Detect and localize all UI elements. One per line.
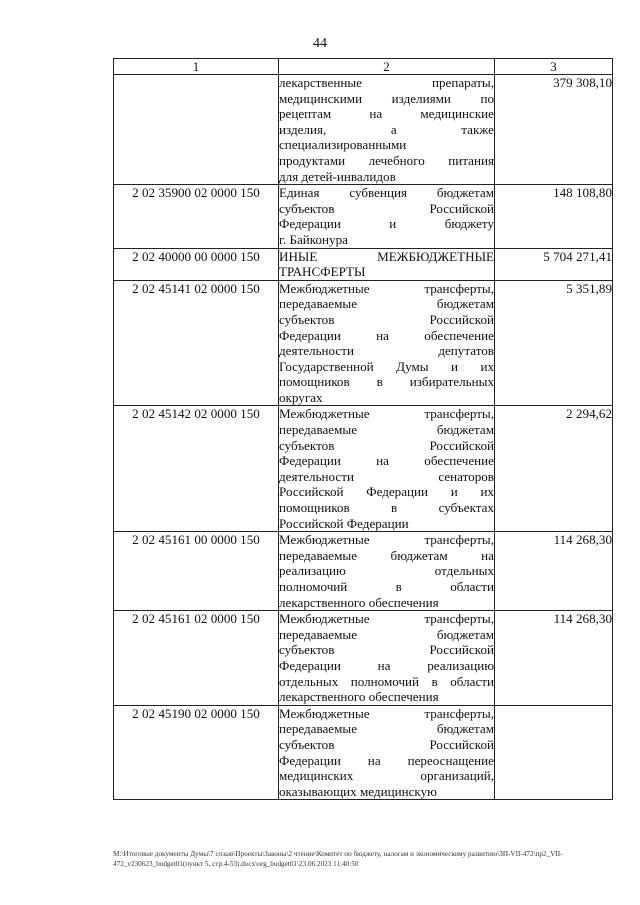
footer-line-1: M:\Итоговые документы Думы\7 созыв\Проекты\Законы\2 чтение\Комитет по бюджету, налогам и экономическому развитию\ЗП-VII-472\пр2_VII- <box>113 850 563 858</box>
description-line: деятельности депутатов <box>279 343 494 359</box>
amount-cell: 114 268,30 <box>495 611 613 706</box>
description-line: специализированными <box>279 137 407 153</box>
description-cell <box>279 532 495 611</box>
description-line: Межбюджетные трансферты, <box>279 406 494 422</box>
description-line: Государственной Думы и их <box>279 358 494 374</box>
description-cell <box>279 185 495 248</box>
description-line: медицинских организаций, <box>279 768 494 784</box>
description-line: Межбюджетные трансферты, <box>279 280 494 296</box>
amount-cell: 5 351,89 <box>495 280 613 406</box>
table-row <box>114 248 613 280</box>
amount-cell: 2 294,62 <box>495 406 613 532</box>
description-line: лекарственного обеспечения <box>279 689 439 705</box>
amount-cell <box>495 705 613 800</box>
description-line: субъектов Российской <box>279 200 494 216</box>
description-line: Российской Федерации и их <box>279 484 494 500</box>
description-cell <box>279 406 495 532</box>
description-cell <box>279 248 495 280</box>
description-line: Федерации на переоснащение <box>279 752 494 768</box>
description-line: отдельных полномочий в области <box>279 673 494 689</box>
amount-cell: 379 308,10 <box>495 75 613 185</box>
budget-table <box>113 58 613 800</box>
budget-code-cell <box>114 75 279 185</box>
budget-code-cell: 2 02 45190 02 0000 150 <box>114 705 279 800</box>
description-line: субъектов Российской <box>279 311 494 327</box>
description-line: Федерации и бюджету <box>279 216 494 232</box>
description-line: помощников в избирательных <box>279 374 494 390</box>
description-line: помощников в субъектах <box>279 500 494 516</box>
description-line: Федерации на обеспечение <box>279 453 494 469</box>
table-row <box>114 611 613 706</box>
description-line: г. Байконура <box>279 231 348 247</box>
description-line: лекарственные препараты, <box>279 75 494 90</box>
table-row <box>114 185 613 248</box>
description-line: субъектов Российской <box>279 437 494 453</box>
document-path-footer <box>113 849 618 869</box>
budget-code-cell: 2 02 40000 00 0000 150 <box>114 248 279 280</box>
table-row <box>114 532 613 611</box>
budget-code-cell: 2 02 45161 00 0000 150 <box>114 532 279 611</box>
description-cell <box>279 280 495 406</box>
description-line: Межбюджетные трансферты, <box>279 611 494 627</box>
table-row <box>114 280 613 406</box>
description-line: передаваемые бюджетам на <box>279 547 494 563</box>
description-line: передаваемые бюджетам <box>279 626 494 642</box>
description-line: ТРАНСФЕРТЫ <box>279 264 366 280</box>
column-header-2: 2 <box>279 59 495 75</box>
budget-code-cell: 2 02 45142 02 0000 150 <box>114 406 279 532</box>
table-row <box>114 705 613 800</box>
description-line: Федерации на обеспечение <box>279 327 494 343</box>
description-line: реализацию отдельных <box>279 563 494 579</box>
description-line: Межбюджетные трансферты, <box>279 705 494 721</box>
budget-code-cell: 2 02 45161 02 0000 150 <box>114 611 279 706</box>
description-line: Российской Федерации <box>279 515 409 531</box>
description-cell <box>279 705 495 800</box>
budget-code-cell: 2 02 35900 02 0000 150 <box>114 185 279 248</box>
description-line: округах <box>279 389 323 405</box>
description-line: субъектов Российской <box>279 642 494 658</box>
description-line: передаваемые бюджетам <box>279 296 494 312</box>
amount-cell: 5 704 271,41 <box>495 248 613 280</box>
column-header-1: 1 <box>114 59 279 75</box>
table-row <box>114 406 613 532</box>
budget-code-cell: 2 02 45141 02 0000 150 <box>114 280 279 406</box>
description-line: лекарственного обеспечения <box>279 594 439 610</box>
description-line: деятельности сенаторов <box>279 468 494 484</box>
table-header-row <box>114 59 613 75</box>
table-row <box>114 75 613 185</box>
description-line: передаваемые бюджетам <box>279 721 494 737</box>
description-line: для детей-инвалидов <box>279 168 396 184</box>
description-line: передаваемые бюджетам <box>279 422 494 438</box>
page-number: 44 <box>313 36 327 51</box>
footer-line-2: 472_v230623_budget01(пункт 5, стр.4-53).docx\org_budget01\23.06.2023 11:40:50 <box>113 860 359 868</box>
description-line: Единая субвенция бюджетам <box>279 185 494 201</box>
description-line: полномочий в области <box>279 579 494 594</box>
column-header-3: 3 <box>495 59 613 75</box>
description-line: ИНЫЕ МЕЖБЮДЖЕТНЫЕ <box>279 248 494 264</box>
description-line: продуктами лечебного питания <box>279 152 494 168</box>
description-line: изделия, а также <box>279 121 494 137</box>
description-line: рецептам на медицинские <box>279 106 494 122</box>
amount-cell: 114 268,30 <box>495 532 613 611</box>
description-line: оказывающих медицинскую <box>279 783 437 799</box>
description-line: медицинскими изделиями по <box>279 90 494 106</box>
description-cell <box>279 75 495 185</box>
description-cell <box>279 611 495 706</box>
description-line: субъектов Российской <box>279 736 494 752</box>
description-line: Федерации на реализацию <box>279 657 494 673</box>
amount-cell: 148 108,80 <box>495 185 613 248</box>
description-line: Межбюджетные трансферты, <box>279 532 494 548</box>
